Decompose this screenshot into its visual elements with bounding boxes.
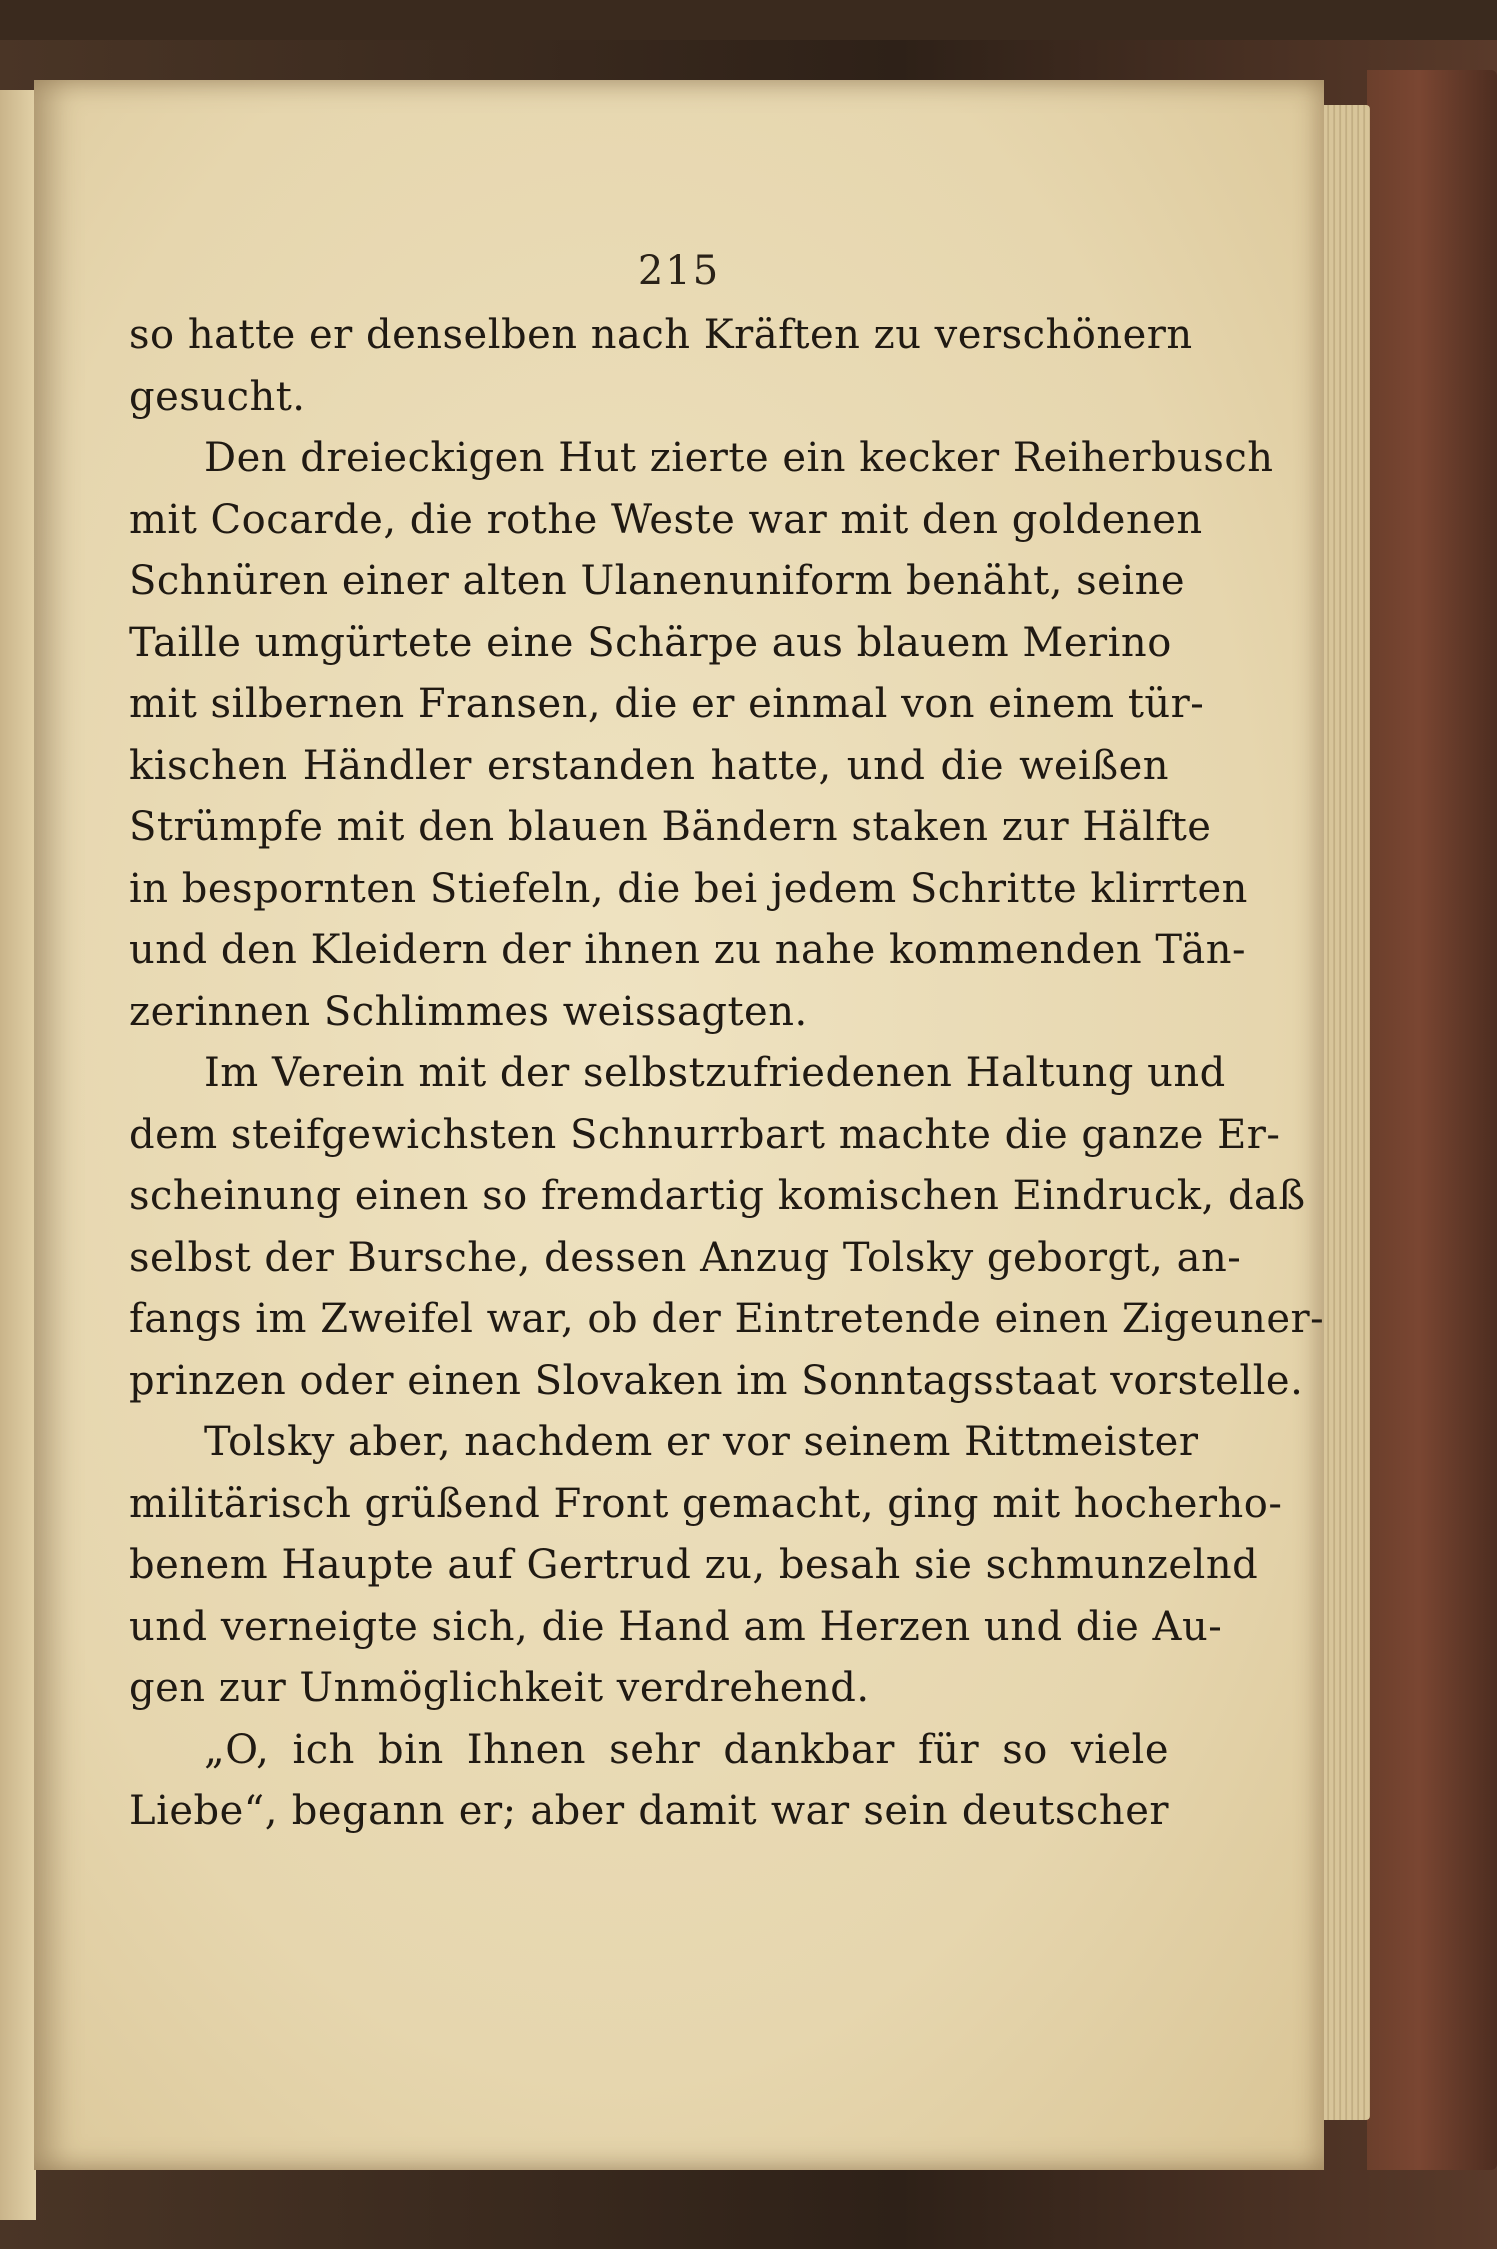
text-line: gesucht. bbox=[129, 373, 306, 420]
book-page bbox=[34, 80, 1324, 2170]
book-spine-edge bbox=[1367, 70, 1497, 2170]
text-line: scheinung einen so fremdartig komischen Eindruck, daß bbox=[129, 1173, 1306, 1219]
text-line: gen zur Unmöglichkeit verdrehend. bbox=[129, 1665, 870, 1711]
text-line: mit Cocarde, die rothe Weste war mit den goldenen bbox=[129, 496, 1203, 543]
text-line: in bespornten Stiefeln, die bei jedem Schritte klirrten bbox=[129, 865, 1248, 912]
text-line: prinzen oder einen Slovaken im Sonntagsstaat vorstelle. bbox=[129, 1357, 1304, 1404]
text-line: kischen Händler erstanden hatte, und die weißen bbox=[129, 742, 1169, 789]
text-line: so hatte er denselben nach Kräften zu verschönern bbox=[129, 312, 1193, 358]
text-line: „O, ich bin Ihnen sehr dankbar für so viele bbox=[204, 1726, 1169, 1773]
text-line: Im Verein mit der selbstzufriedenen Haltung und bbox=[204, 1050, 1226, 1096]
text-line: Taille umgürtete eine Schärpe aus blauem Merino bbox=[129, 619, 1172, 666]
text-line: Liebe“, begann er; aber damit war sein deutscher bbox=[129, 1788, 1169, 1834]
text-line: und verneigte sich, die Hand am Herzen und die Au- bbox=[129, 1603, 1223, 1650]
text-line: und den Kleidern der ihnen zu nahe kommenden Tän- bbox=[129, 927, 1247, 973]
text-line: mit silbernen Fransen, die er einmal von einem tür- bbox=[129, 681, 1205, 727]
text-line: fangs im Zweifel war, ob der Eintretende einen Zigeuner- bbox=[129, 1296, 1325, 1342]
text-line: benem Haupte auf Gertrud zu, besah sie schmunzelnd bbox=[129, 1542, 1259, 1588]
page-number: 215 bbox=[637, 248, 721, 294]
text-line: Schnüren einer alten Ulanenuniform benäht, seine bbox=[129, 558, 1186, 604]
text-line: dem steifgewichsten Schnurrbart machte die ganze Er- bbox=[129, 1111, 1281, 1158]
text-line: Strümpfe mit den blauen Bändern staken zur Hälfte bbox=[129, 804, 1212, 850]
page-text bbox=[129, 305, 1325, 1843]
text-line: zerinnen Schlimmes weissagten. bbox=[129, 988, 808, 1035]
text-line: selbst der Bursche, dessen Anzug Tolsky geborgt, an- bbox=[129, 1234, 1242, 1281]
text-line: Tolsky aber, nachdem er vor seinem Rittmeister bbox=[204, 1419, 1199, 1465]
text-line: militärisch grüßend Front gemacht, ging mit hocherho- bbox=[129, 1480, 1283, 1527]
text-line: Den dreieckigen Hut zierte ein kecker Reiherbusch bbox=[204, 435, 1274, 481]
facing-page-edge bbox=[0, 90, 36, 2220]
